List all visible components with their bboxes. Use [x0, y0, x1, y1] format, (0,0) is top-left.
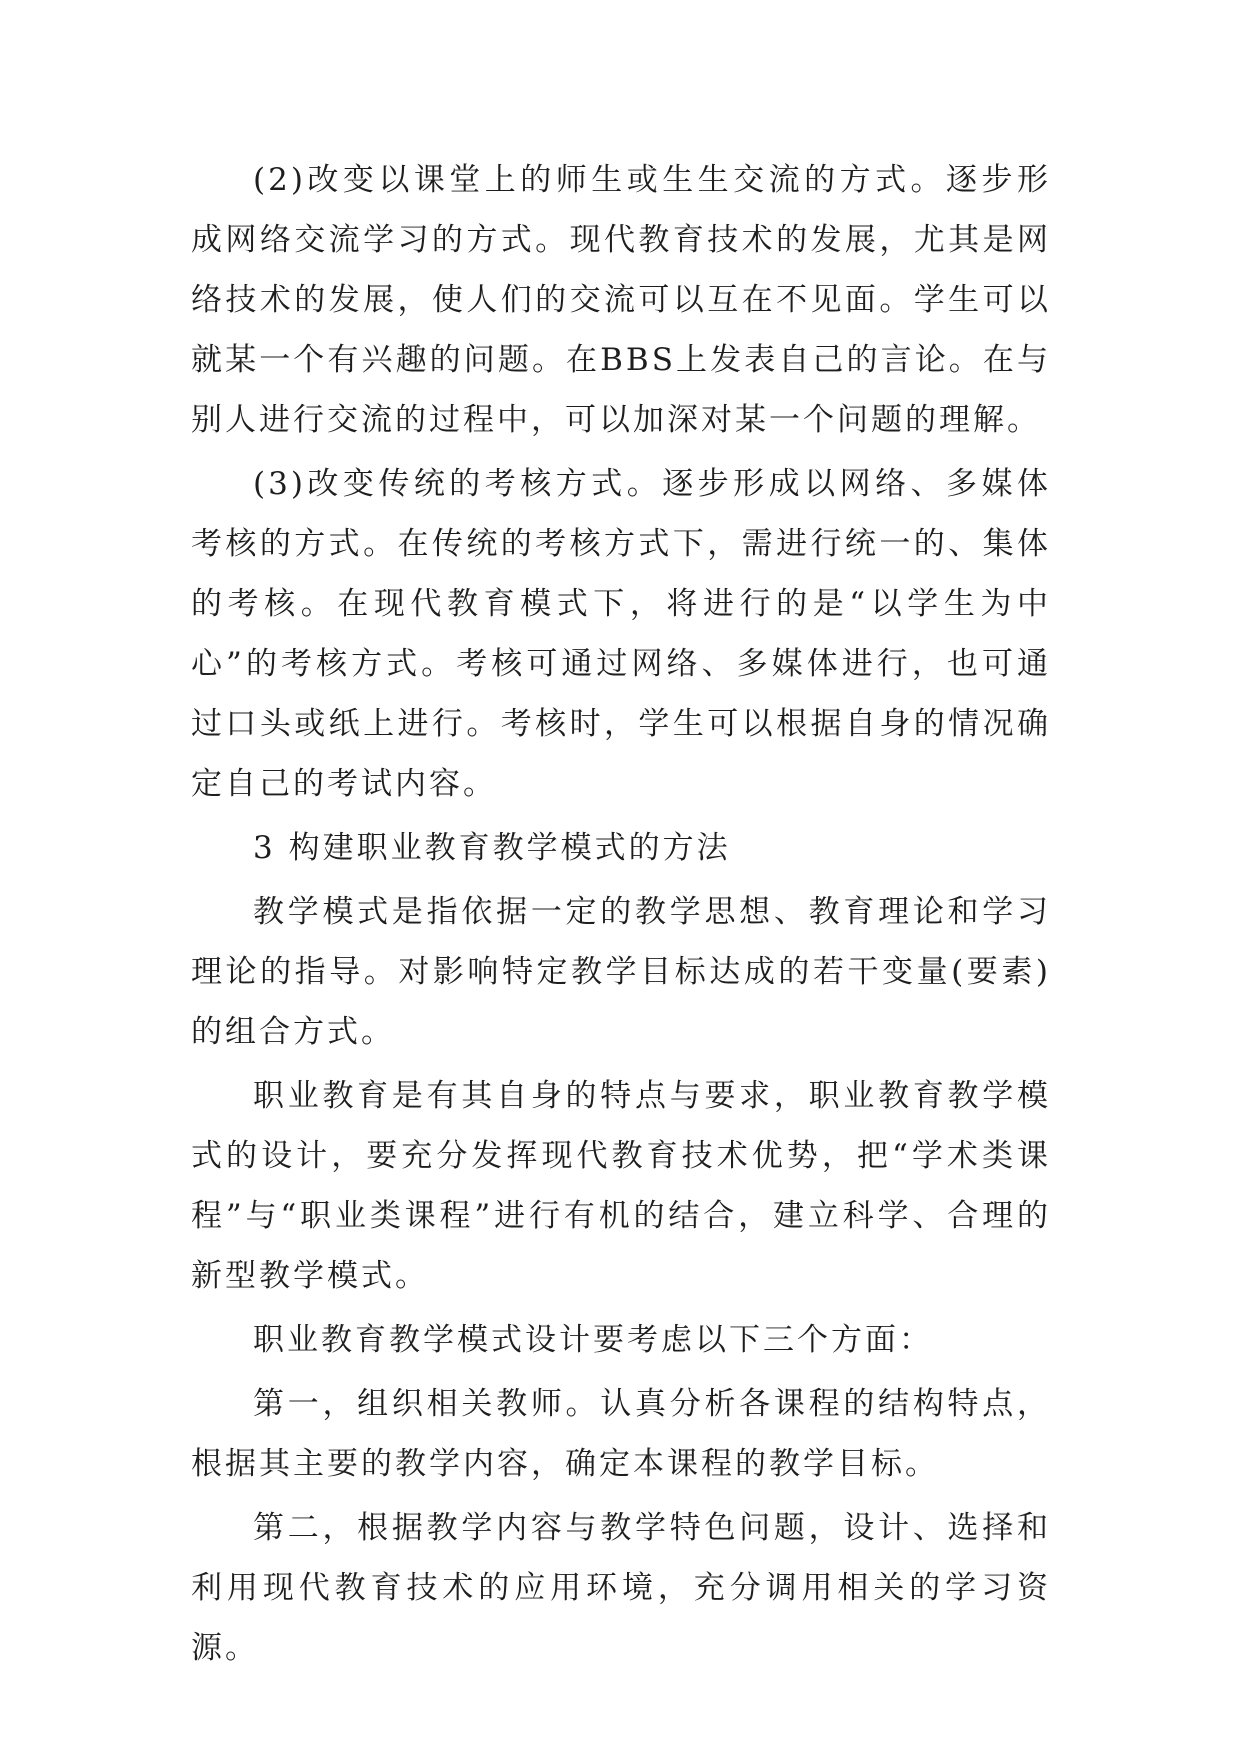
section-heading: 3 构建职业教育教学模式的方法 — [253, 830, 731, 866]
document-page — [191, 150, 1051, 1682]
paragraph-teaching-model-definition: 教学模式是指依据一定的教学思想、教育理论和学习理论的指导。对影响特定教学目标达成的若干变量(要素)的组合方式。 — [191, 894, 1051, 1050]
paragraph-second-aspect: 第二，根据教学内容与教学特色问题，设计、选择和利用现代教育技术的应用环境，充分调用相关的学习资源。 — [191, 1510, 1051, 1666]
paragraph-assessment-method: (3)改变传统的考核方式。逐步形成以网络、多媒体考核的方式。在传统的考核方式下，需进行统一的、集体的考核。在现代教育模式下，将进行的是“以学生为中心”的考核方式。考核可通过网络、多媒体进行，也可通过口头或纸上进行。考核时，学生可以根据自身的情况确定自己的考试内容。 — [191, 466, 1051, 802]
paragraph-first-aspect: 第一，组织相关教师。认真分析各课程的结构特点，根据其主要的教学内容，确定本课程的教学目标。 — [191, 1386, 1051, 1482]
paragraph-vocational-education-design: 职业教育是有其自身的特点与要求，职业教育教学模式的设计，要充分发挥现代教育技术优势，把“学术类课程”与“职业类课程”进行有机的结合，建立科学、合理的新型教学模式。 — [191, 1078, 1051, 1294]
paragraph-communication-method: (2)改变以课堂上的师生或生生交流的方式。逐步形成网络交流学习的方式。现代教育技术的发展，尤其是网络技术的发展，使人们的交流可以互在不见面。学生可以就某一个有兴趣的问题。在BBS上发表自己的言论。在与别人进行交流的过程中，可以加深对某一个问题的理解。 — [191, 162, 1051, 438]
paragraph-three-aspects-intro: 职业教育教学模式设计要考虑以下三个方面： — [253, 1322, 933, 1358]
